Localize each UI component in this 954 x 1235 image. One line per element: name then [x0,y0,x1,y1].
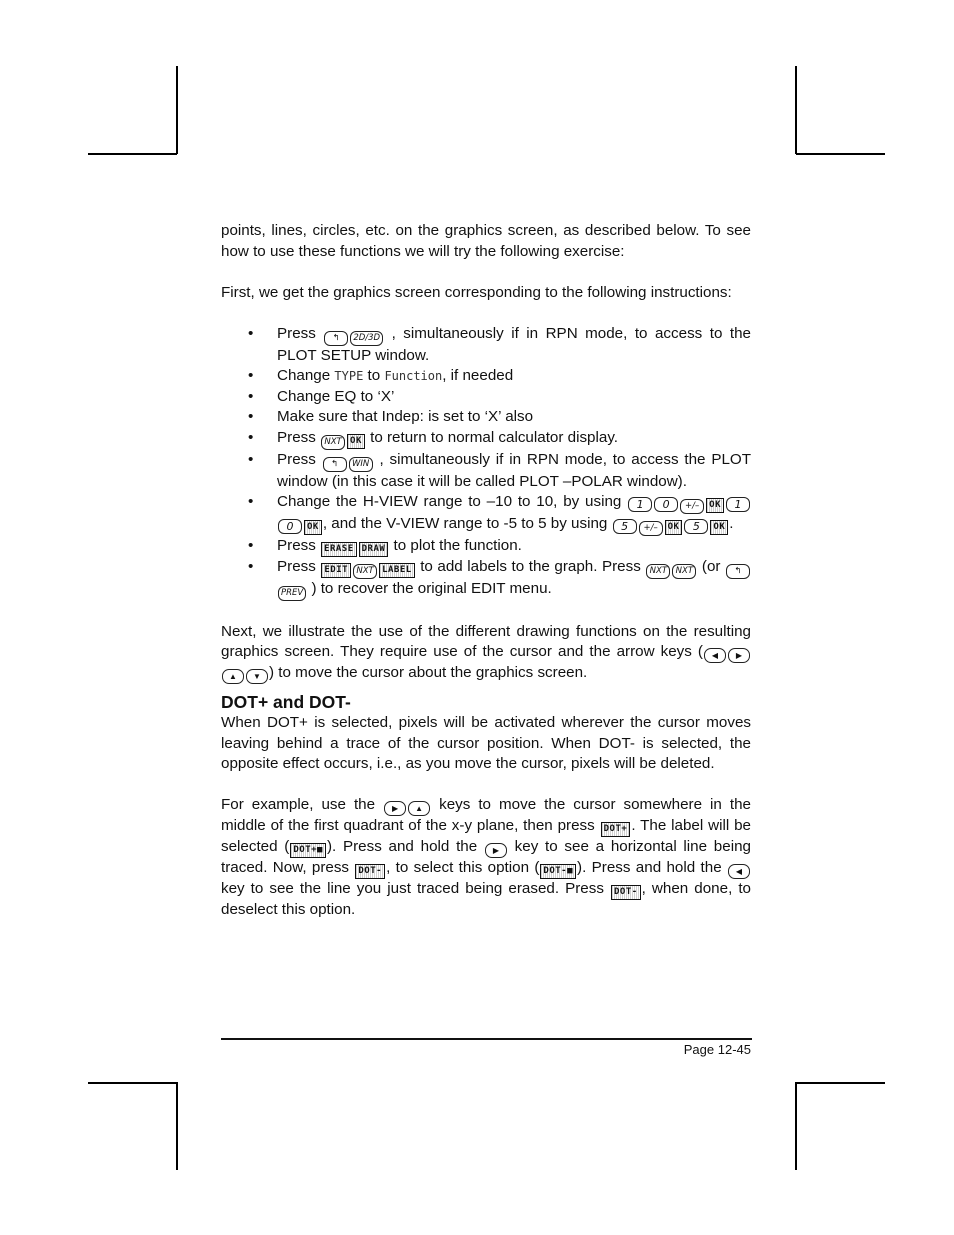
up-arrow-key-icon: ▲ [222,669,244,684]
list-item [221,492,751,536]
crop-mark-bottom-left-vertical [176,1082,178,1170]
dot-minus-softkey: DOT- [611,885,641,900]
list-item [221,324,751,367]
list-item [221,557,751,601]
dot-minus-softkey: DOT- [355,864,385,879]
text: Press [277,537,321,554]
down-arrow-key-icon: ▼ [246,669,268,684]
crop-mark-top-right-horizontal [796,153,885,155]
text: keys to move the cursor somewhere in the middle of the first quadrant of the x-y plane, then press [221,796,751,834]
one-key: 1 [628,497,652,512]
intro-paragraph: points, lines, circles, etc. on the graphics screen, as described below. To see how to use these functions we will try the following exercise: [221,222,751,260]
zero-key: 0 [654,497,678,512]
ok-softkey: OK [706,498,724,513]
text: to [363,367,385,384]
page-number: Page 12-45 [683,1042,751,1057]
nxt-key: NXT [321,435,345,450]
ok-softkey: OK [665,520,683,535]
text: ). Press and hold the [577,859,727,876]
left-arrow-key-icon: ◀ [728,864,750,879]
crop-mark-bottom-right-vertical [795,1082,797,1170]
text: Press [277,450,322,468]
one-key: 1 [726,497,750,512]
zero-key: 0 [278,519,302,534]
text: Press [277,428,321,446]
nxt-key: NXT [646,564,670,579]
plus-minus-key: +/– [680,499,704,514]
crop-mark-top-right-vertical [795,66,797,154]
label-softkey: LABEL [379,563,415,578]
text: For example, use the [221,796,384,813]
text: Press [277,558,321,575]
text: , and the V-VIEW range to -5 to 5 by using [322,515,612,532]
dot-minus-active-softkey: DOT-■ [540,864,576,879]
list-item: • Make sure that Indep: is set to ‘X’ also [221,407,751,428]
list-item [221,450,751,493]
list-item [221,536,751,557]
right-arrow-key-icon: ▶ [384,801,406,816]
win-key: WIN [349,457,373,472]
text: to return to normal calculator display. [365,428,619,446]
five-key: 5 [613,519,637,534]
left-shift-key: ↰ [323,457,347,472]
list-item: • Change EQ to ‘X’ [221,387,751,408]
left-shift-key: ↰ [726,564,750,579]
text: Next, we illustrate the use of the different drawing functions on the resulting graphics screen. They require use of the cursor and the arrow keys ( [221,622,751,660]
text: ) to recover the original EDIT menu. [307,580,552,597]
five-key: 5 [684,519,708,534]
erase-softkey: ERASE [321,542,357,557]
text: , if needed [442,367,514,384]
crop-mark-bottom-right-horizontal [796,1082,885,1084]
draw-softkey: DRAW [359,542,389,557]
right-arrow-key-icon: ▶ [485,843,507,858]
text: , when done, to deselect this option. [221,880,751,918]
nxt-key: NXT [672,564,696,579]
dot-plus-active-softkey: DOT+■ [290,843,326,858]
example-paragraph [221,795,751,921]
text: ). Press and hold the [326,838,484,855]
text: Change [277,367,335,384]
instructions-lead: First, we get the graphics screen corresponding to the following instructions: [221,283,732,301]
plot-setup-key: 2D/3D [350,331,383,346]
text: Change the H-VIEW range to –10 to 10, by using [277,493,628,510]
crop-mark-top-left-horizontal [88,153,177,155]
text: to plot the function. [389,537,522,554]
text: , to select this option ( [386,859,540,876]
text: ) to move the cursor about the graphics screen. [269,664,588,681]
ok-softkey: OK [710,520,728,535]
dot-plus-softkey: DOT+ [601,822,631,837]
text: Press [277,324,324,342]
text: key to see a horizontal line being traced. Now, press [221,838,751,876]
ok-softkey: OK [347,434,365,449]
text: key to see the line you just traced being erased. Press [221,880,610,897]
footer-divider [221,1038,752,1040]
left-arrow-key-icon: ◀ [704,648,726,663]
list-item [221,428,751,450]
section-heading: DOT+ and DOT- [221,692,351,712]
crop-mark-top-left-vertical [176,66,178,154]
ok-softkey: OK [304,520,322,535]
crop-mark-bottom-left-horizontal [88,1082,177,1084]
page-content [221,221,751,921]
arrow-keys-paragraph [221,622,751,685]
text: to add labels to the graph. Press [415,558,646,575]
prev-key: PREV [278,586,306,601]
text: . [729,515,734,532]
code-function: Function [384,369,443,383]
plus-minus-key: +/– [639,521,663,536]
list-item [221,366,751,387]
section-paragraph: When DOT+ is selected, pixels will be activated wherever the cursor moves leaving behind a trace of the cursor position. When DOT- is selected, the opposite effect occurs, i.e., as you move the cursor, pixels will be deleted. [221,714,751,772]
text: , simultaneously if in RPN mode, to access to the PLOT SETUP window. [277,324,751,364]
instruction-list [221,324,751,602]
text: . The label will be selected ( [221,817,751,855]
edit-softkey: EDIT [321,563,351,578]
nxt-key: NXT [353,564,377,579]
text: (or [697,558,725,575]
up-arrow-key-icon: ▲ [408,801,430,816]
right-arrow-key-icon: ▶ [728,648,750,663]
code-type: TYPE [334,369,364,383]
left-shift-key: ↰ [324,331,348,346]
text: , simultaneously if in RPN mode, to access the PLOT window (in this case it will be called PLOT –POLAR window). [277,450,751,490]
